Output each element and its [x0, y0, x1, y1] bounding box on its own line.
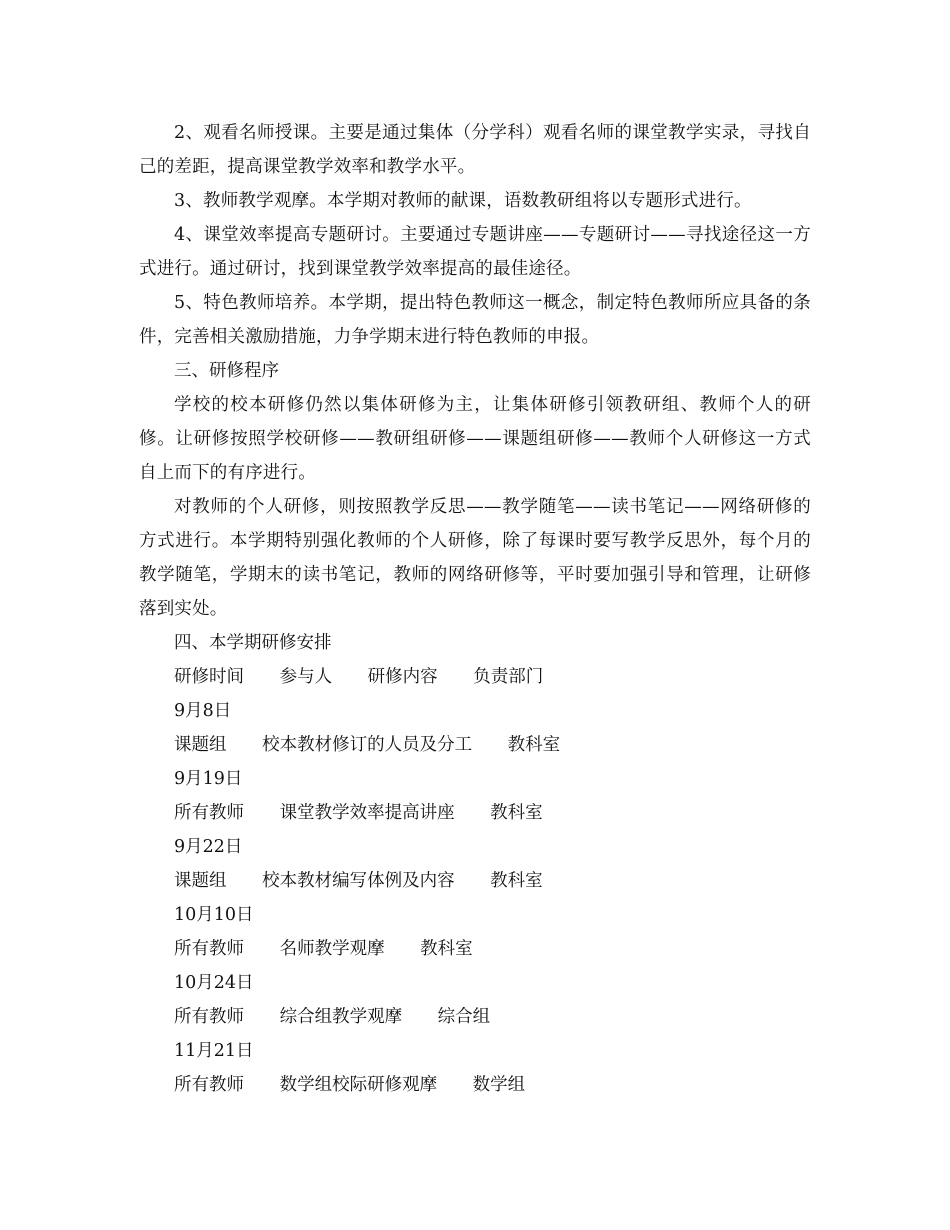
- schedule-dept: 教科室: [490, 803, 543, 823]
- schedule-dept: 数学组: [472, 1075, 526, 1095]
- schedule-content: 综合组教学观摩: [279, 1007, 403, 1027]
- schedule-detail-row: [139, 728, 811, 762]
- schedule-date: 9月19日: [174, 769, 243, 789]
- schedule-participants: 所有教师: [174, 1007, 244, 1027]
- schedule-header-dept: 负责部门: [473, 667, 544, 687]
- schedule-dept: 教科室: [507, 735, 561, 755]
- schedule-dept: 教科室: [420, 939, 473, 959]
- paragraph-procedure-2: 对教师的个人研修，则按照教学反思——教学随笔——读书笔记——网络研修的方式进行。本学期特别强化教师的个人研修，除了每课时要写教学反思外，每个月的教学随笔，学期末的读书笔记，教师的网络研修等，平时要加强引导和管理，让研修落到实处。: [139, 497, 811, 619]
- schedule-participants: 所有教师: [174, 939, 244, 959]
- schedule-content: 校本教材修订的人员及分工: [262, 735, 473, 755]
- schedule-content: 名师教学观摩: [279, 939, 385, 959]
- document-body: [139, 116, 811, 1102]
- schedule-participants: 课题组: [174, 871, 227, 891]
- schedule-header-participants: 参与人: [279, 667, 333, 687]
- paragraph-procedure-1: 学校的校本研修仍然以集体研修为主，让集体研修引领教研组、教师个人的研修。让研修按照学校研修——教研组研修——课题组研修——教师个人研修这一方式自上而下的有序进行。: [139, 395, 811, 483]
- schedule-dept: 教科室: [490, 871, 543, 891]
- schedule-participants: 课题组: [174, 735, 227, 755]
- schedule-detail-row: [139, 796, 811, 830]
- schedule-date: 9月8日: [174, 701, 232, 721]
- section-heading-procedure: 三、研修程序: [174, 361, 279, 381]
- schedule-content: 数学组校际研修观摩: [279, 1075, 438, 1095]
- schedule-content: 课堂教学效率提高讲座: [279, 803, 455, 823]
- schedule-header-row: [139, 660, 811, 694]
- schedule-date: 9月22日: [174, 837, 243, 857]
- schedule-date: 10月24日: [174, 973, 254, 993]
- paragraph-item-3: 3、教师教学观摩。本学期对教师的献课，语数教研组将以专题形式进行。: [174, 191, 752, 211]
- paragraph-item-2: 2、观看名师授课。主要是通过集体（分学科）观看名师的课堂教学实录，寻找自己的差距，提高课堂教学效率和教学水平。: [139, 123, 811, 177]
- schedule-participants: 所有教师: [174, 803, 244, 823]
- schedule-participants: 所有教师: [174, 1075, 244, 1095]
- paragraph-item-5: 5、特色教师培养。本学期，提出特色教师这一概念，制定特色教师所应具备的条件，完善相关激励措施，力争学期末进行特色教师的申报。: [139, 293, 811, 347]
- paragraph-item-4: 4、课堂效率提高专题研讨。主要通过专题讲座——专题研讨——寻找途径这一方式进行。通过研讨，找到课堂教学效率提高的最佳途径。: [139, 225, 811, 279]
- schedule-detail-row: [139, 864, 811, 898]
- schedule-header-content: 研修内容: [367, 667, 438, 687]
- schedule-detail-row: [139, 1000, 811, 1034]
- schedule-date: 10月10日: [174, 905, 254, 925]
- schedule-header-time: 研修时间: [174, 667, 244, 687]
- section-heading-schedule: 四、本学期研修安排: [174, 633, 332, 653]
- schedule-detail-row: [139, 1068, 811, 1102]
- schedule-dept: 综合组: [437, 1007, 491, 1027]
- schedule-detail-row: [139, 932, 811, 966]
- schedule-date: 11月21日: [174, 1041, 254, 1061]
- schedule-content: 校本教材编写体例及内容: [262, 871, 455, 891]
